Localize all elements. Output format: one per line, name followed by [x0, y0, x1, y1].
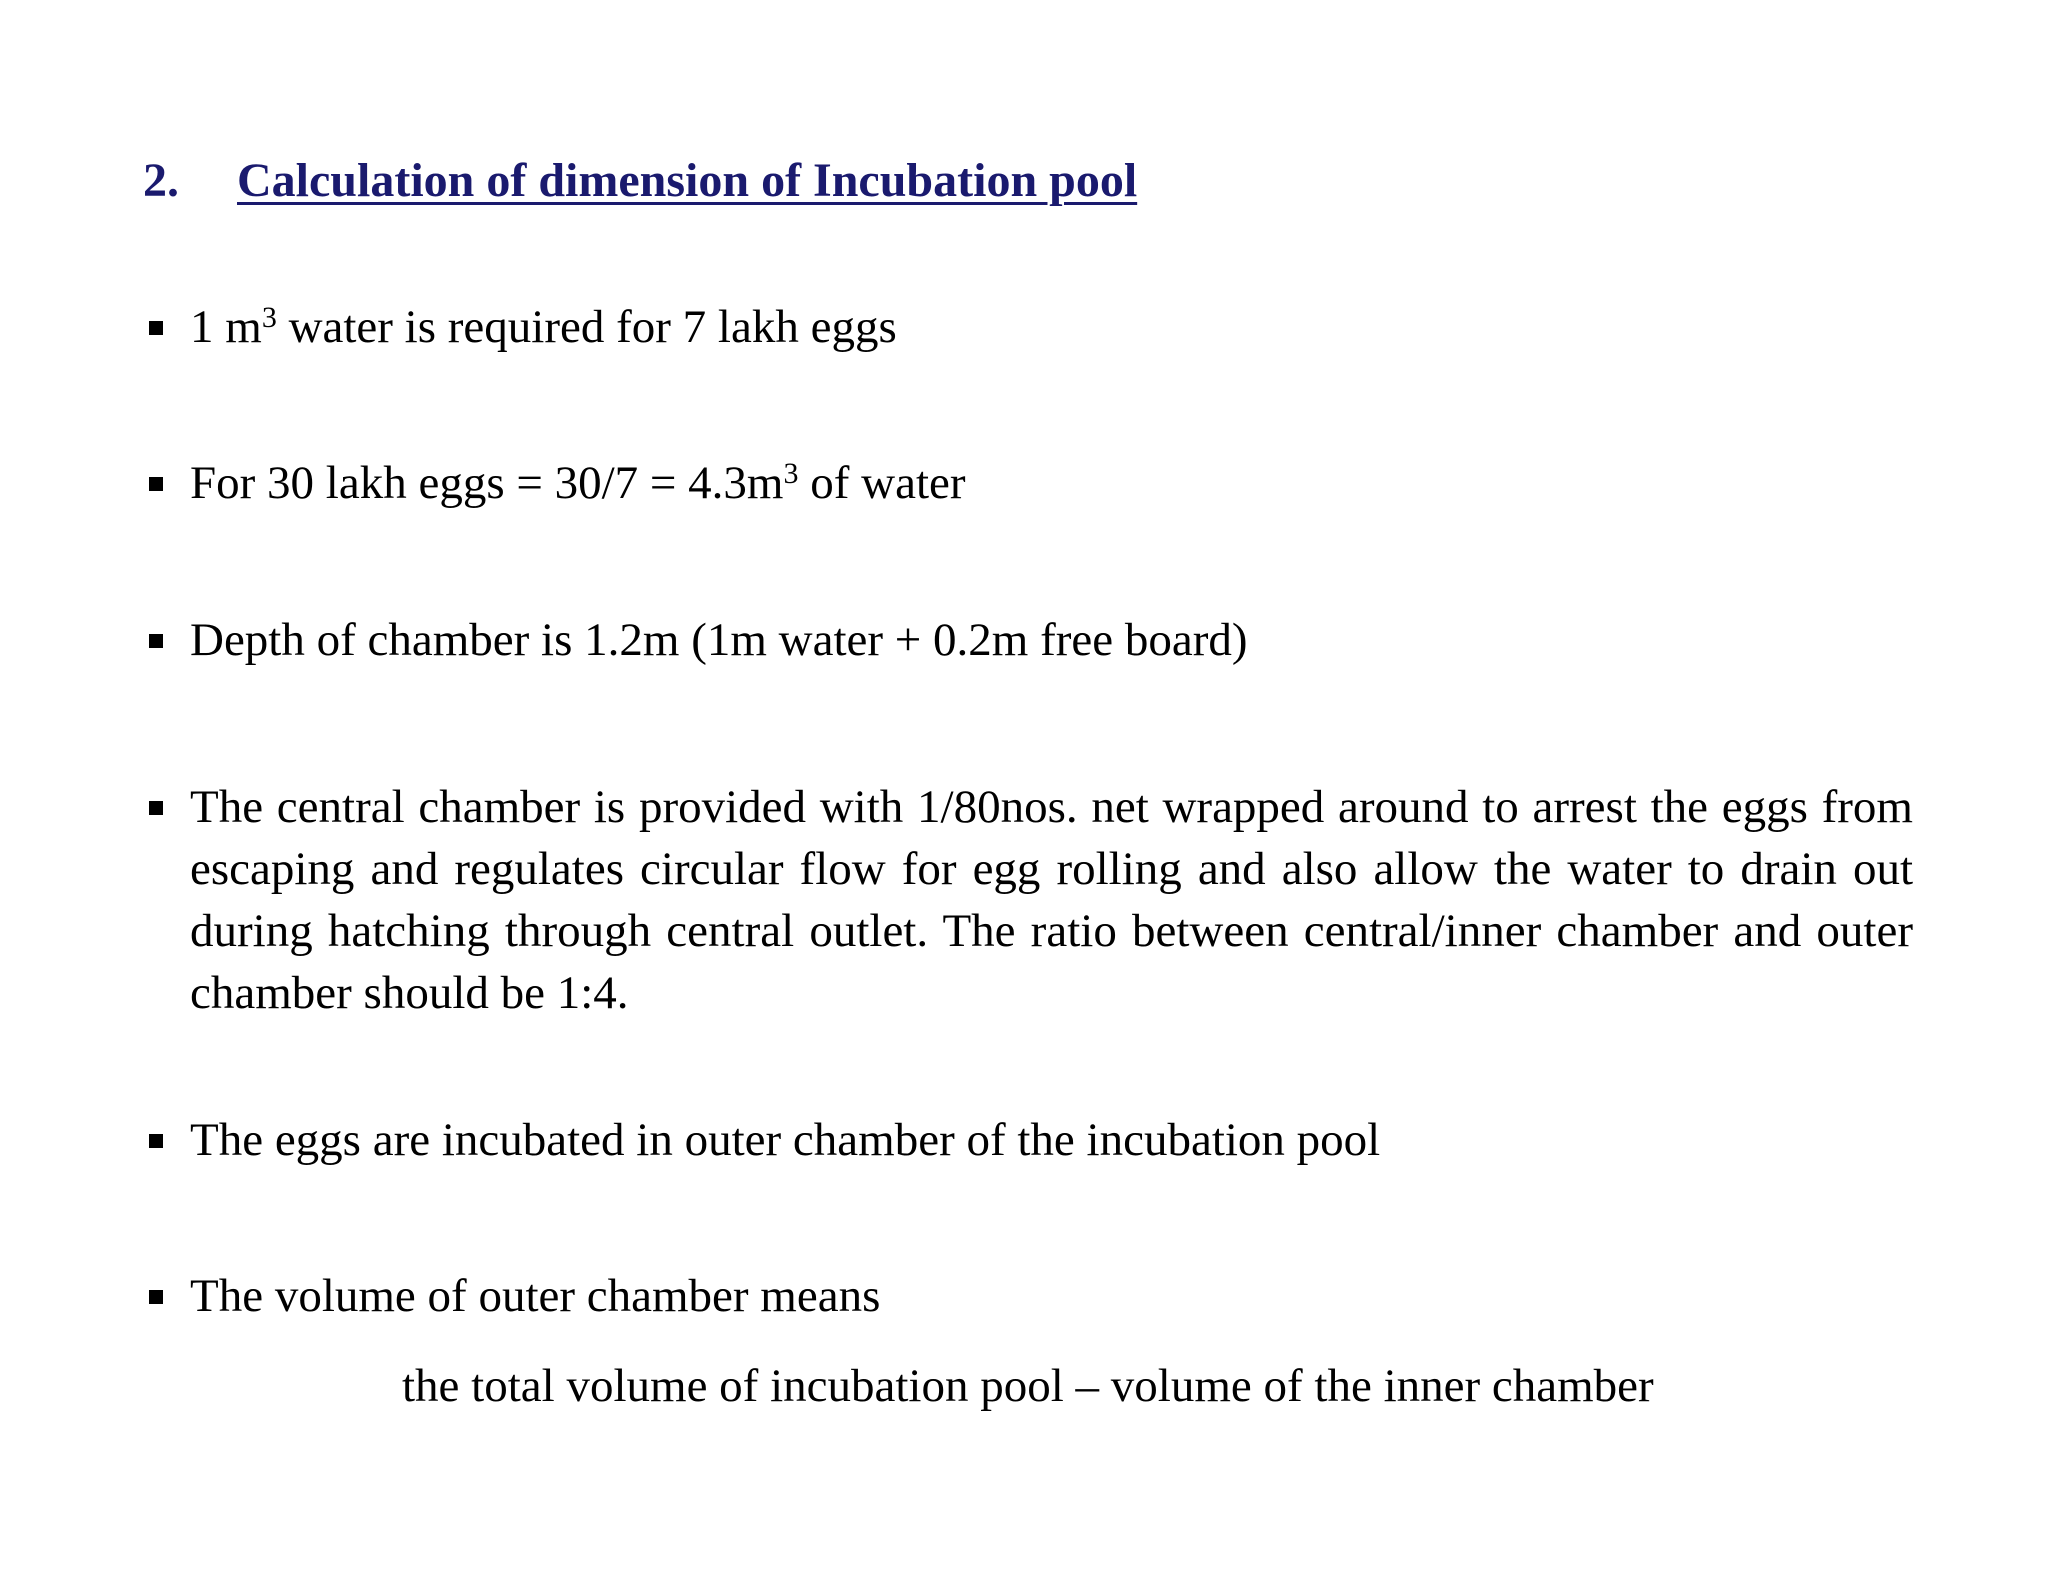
list-item [143, 452, 1913, 514]
square-bullet-icon [149, 477, 163, 491]
superscript: 3 [783, 457, 799, 491]
list-item-text-part: of water [798, 457, 966, 509]
list-item [143, 1265, 1913, 1327]
list-item-text-part: For 30 lakh eggs = 30/7 = 4.3m [190, 457, 784, 509]
list-item-text-part: 1 m [190, 301, 262, 353]
list-item-text: Depth of chamber is 1.2m (1m water + 0.2m free board) [190, 614, 1248, 666]
list-item-text: The central chamber is provided with 1/80nos. net wrapped around to arrest the eggs from escaping and regulates circular flow for egg rolling and also allow the water to drain out during hatching through central outlet. The ratio between central/inner chamber and outer chamber should be 1:4. [190, 781, 1913, 1019]
list-item [143, 1109, 1913, 1171]
section-heading [143, 152, 1137, 210]
list-item-text: The volume of outer chamber means [190, 1270, 881, 1322]
square-bullet-icon [149, 1290, 163, 1304]
square-bullet-icon [149, 634, 163, 648]
list-item-text [190, 452, 1913, 514]
list-item-text-part: water is required for 7 lakh eggs [276, 301, 897, 353]
formula-line: the total volume of incubation pool – volume of the inner chamber [402, 1360, 1654, 1412]
list-item [143, 776, 1913, 1024]
superscript: 3 [261, 301, 277, 335]
square-bullet-icon [149, 321, 163, 335]
list-item-text [190, 296, 1913, 358]
square-bullet-icon [149, 801, 163, 815]
list-item-text: The eggs are incubated in outer chamber of the incubation pool [190, 1114, 1381, 1166]
section-title: Calculation of dimension of Incubation pool [237, 154, 1138, 207]
list-item [143, 296, 1913, 358]
list-item [143, 609, 1913, 671]
square-bullet-icon [149, 1134, 163, 1148]
section-number: 2. [143, 154, 179, 207]
